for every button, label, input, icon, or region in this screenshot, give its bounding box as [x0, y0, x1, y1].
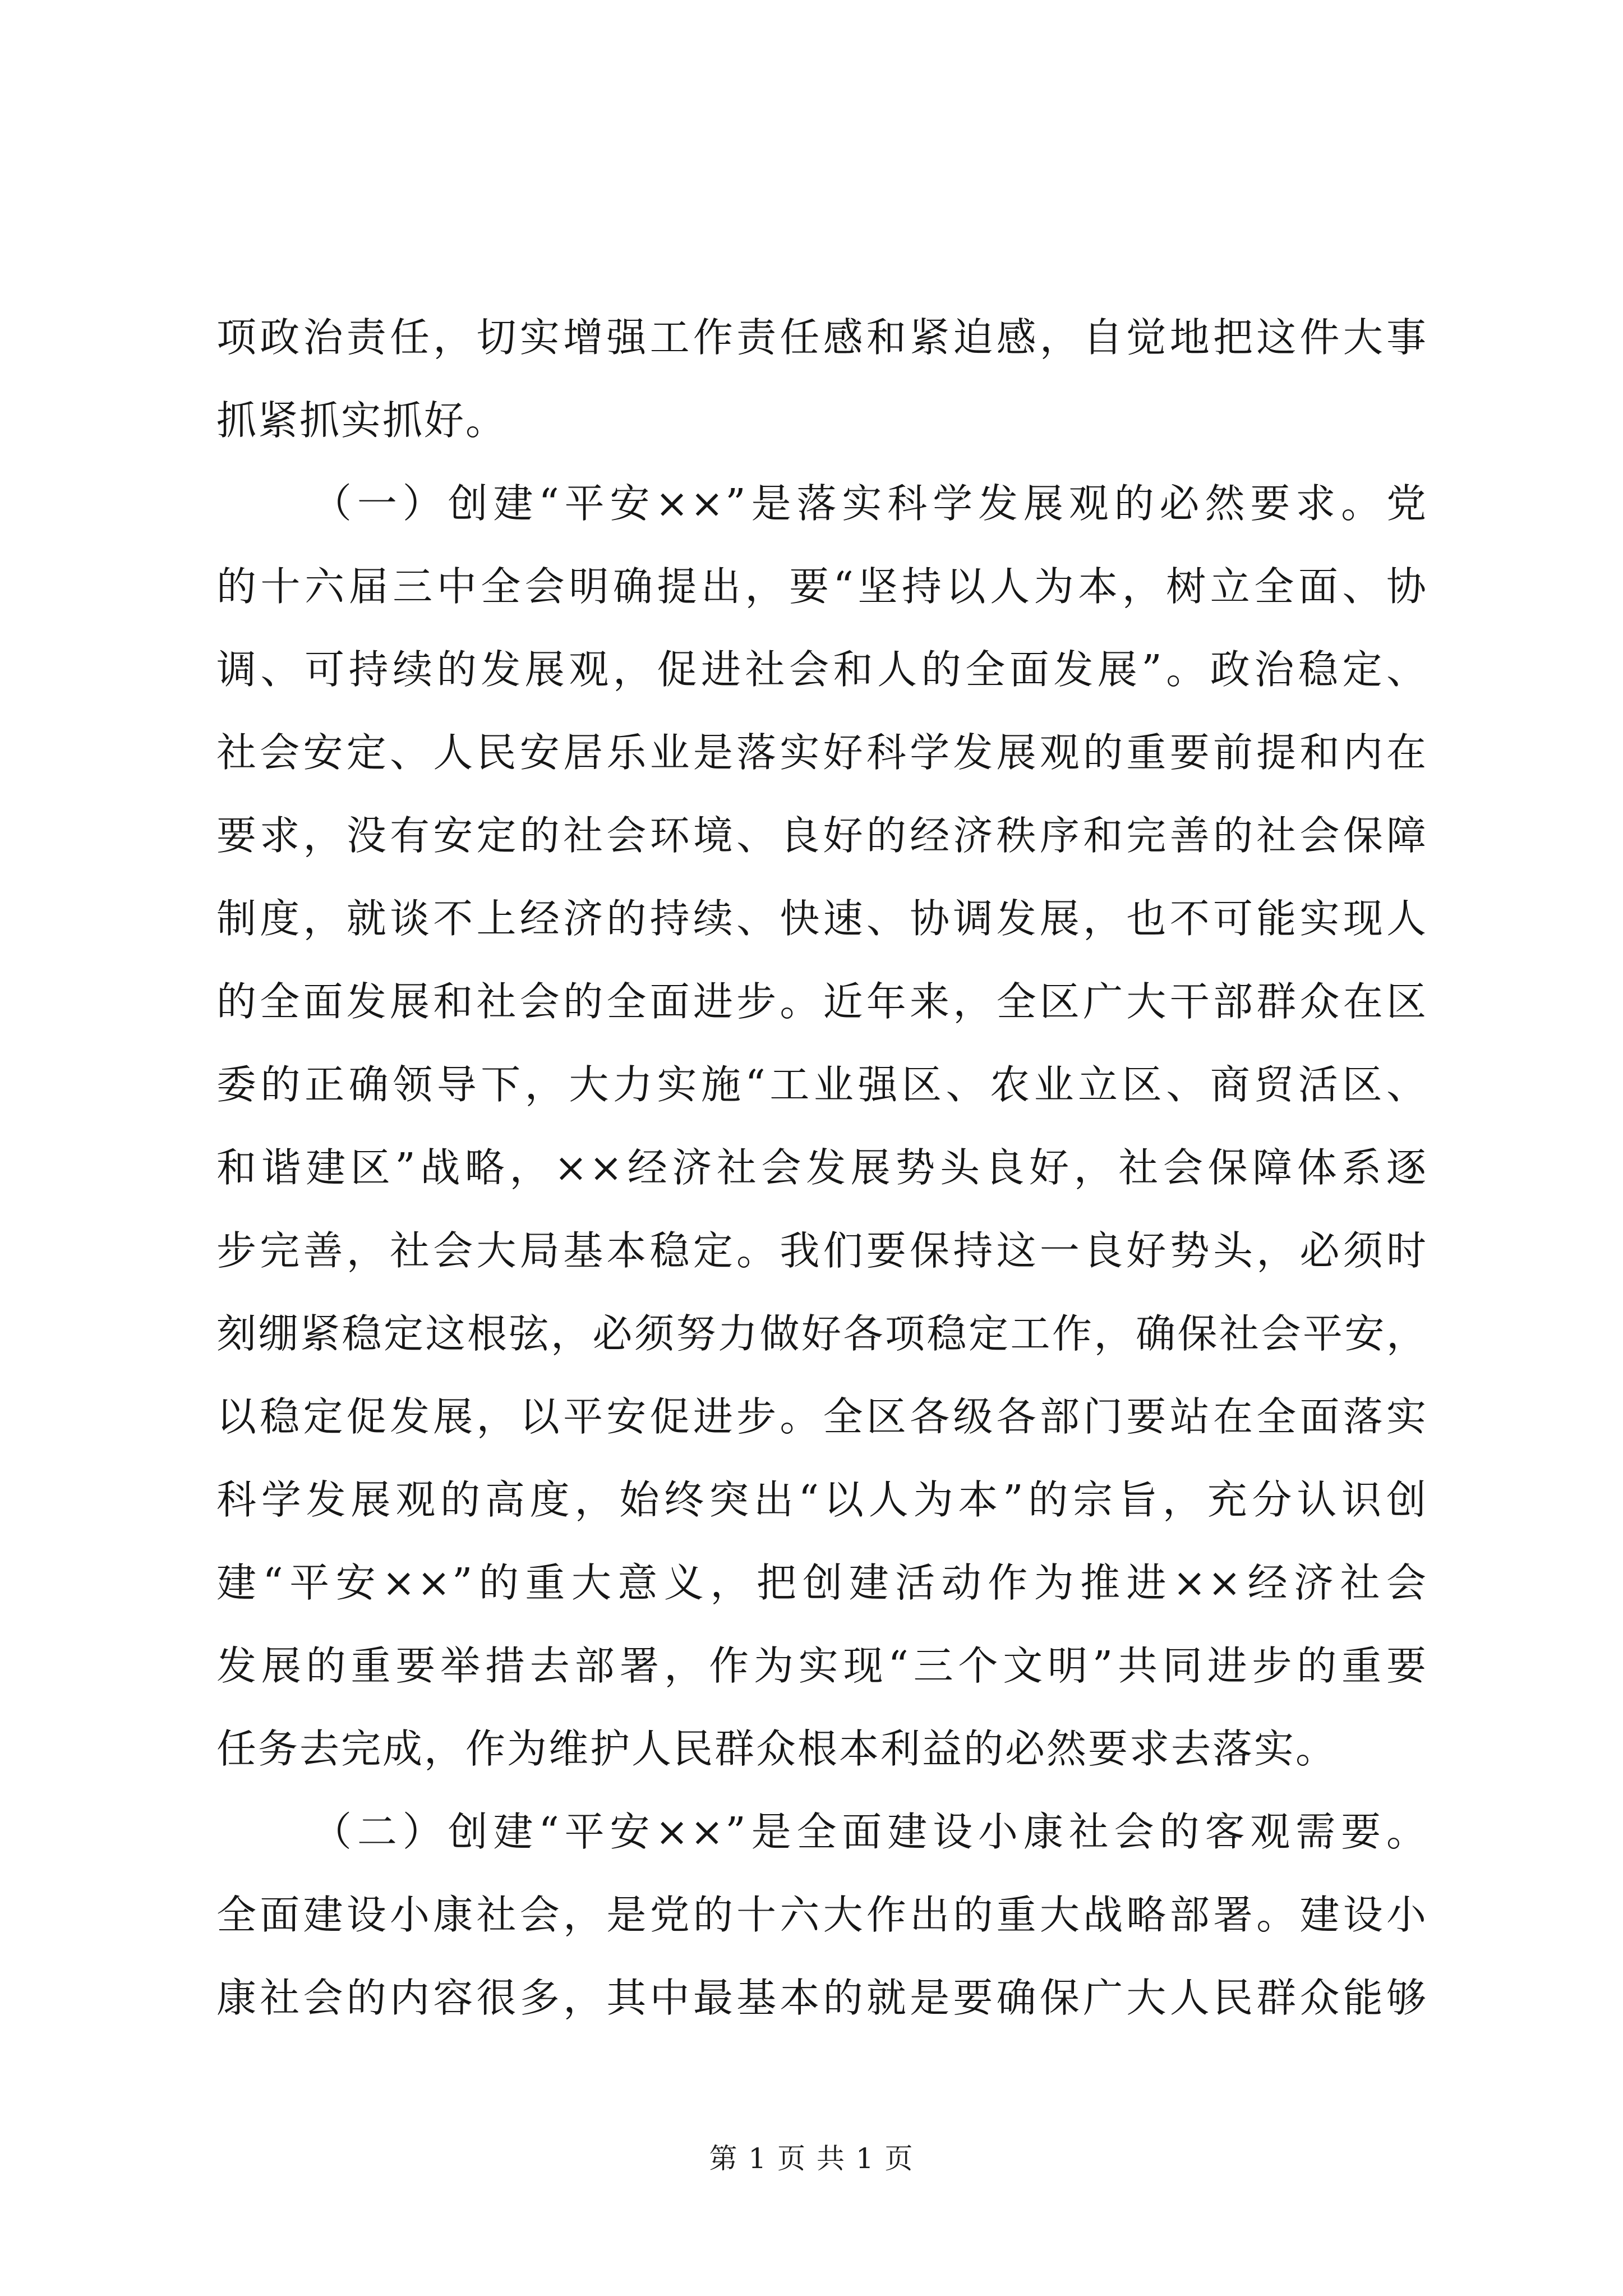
paragraph-1-first-line: （一）创建“平安××”是落实科学发展观的必然要求。党: [312, 480, 1428, 527]
text-line-11: 和谐建区”战略，××经济社会发展势头良好，社会保障体系逐: [216, 1144, 1428, 1191]
text-line-21: 康社会的内容很多，其中最基本的就是要确保广大人民群众能够: [216, 1975, 1428, 2021]
text-line-10: 委的正确领导下，大力实施“工业强区、农业立区、商贸活区、: [216, 1061, 1428, 1108]
page-number-footer: 第 1 页 共 1 页: [709, 2142, 914, 2175]
text-line-6: 社会安定、人民安居乐业是落实好科学发展观的重要前提和内在: [216, 729, 1428, 776]
text-line-12: 步完善，社会大局基本稳定。我们要保持这一良好势头，必须时: [216, 1227, 1428, 1274]
text-line-9: 的全面发展和社会的全面进步。近年来，全区广大干部群众在区: [216, 978, 1428, 1025]
text-line-2: 抓紧抓实抓好。: [216, 397, 508, 444]
text-line-5: 调、可持续的发展观，促进社会和人的全面发展”。政治稳定、: [216, 646, 1428, 693]
text-line-14: 以稳定促发展，以平安促进步。全区各级各部门要站在全面落实: [216, 1393, 1428, 1440]
text-line-15: 科学发展观的高度，始终突出“以人为本”的宗旨，充分认识创: [216, 1476, 1428, 1523]
text-line-20: 全面建设小康社会，是党的十六大作出的重大战略部署。建设小: [216, 1892, 1428, 1938]
text-line-16: 建“平安××”的重大意义，把创建活动作为推进××经济社会: [216, 1559, 1428, 1606]
text-line-4: 的十六届三中全会明确提出，要“坚持以人为本，树立全面、协: [216, 563, 1428, 610]
text-line-18: 任务去完成，作为维护人民群众根本利益的必然要求去落实。: [216, 1726, 1338, 1772]
text-line-13: 刻绷紧稳定这根弦，必须努力做好各项稳定工作，确保社会平安，: [216, 1310, 1428, 1357]
document-body: [216, 296, 1428, 2040]
text-line-7: 要求，没有安定的社会环境、良好的经济秩序和完善的社会保障: [216, 812, 1428, 859]
text-line-8: 制度，就谈不上经济的持续、快速、协调发展，也不可能实现人: [216, 895, 1428, 942]
text-line-17: 发展的重要举措去部署，作为实现“三个文明”共同进步的重要: [216, 1642, 1428, 1689]
text-line-1: 项政治责任，切实增强工作责任感和紧迫感，自觉地把这件大事: [216, 314, 1428, 361]
paragraph-2-first-line: （二）创建“平安××”是全面建设小康社会的客观需要。: [312, 1809, 1428, 1855]
